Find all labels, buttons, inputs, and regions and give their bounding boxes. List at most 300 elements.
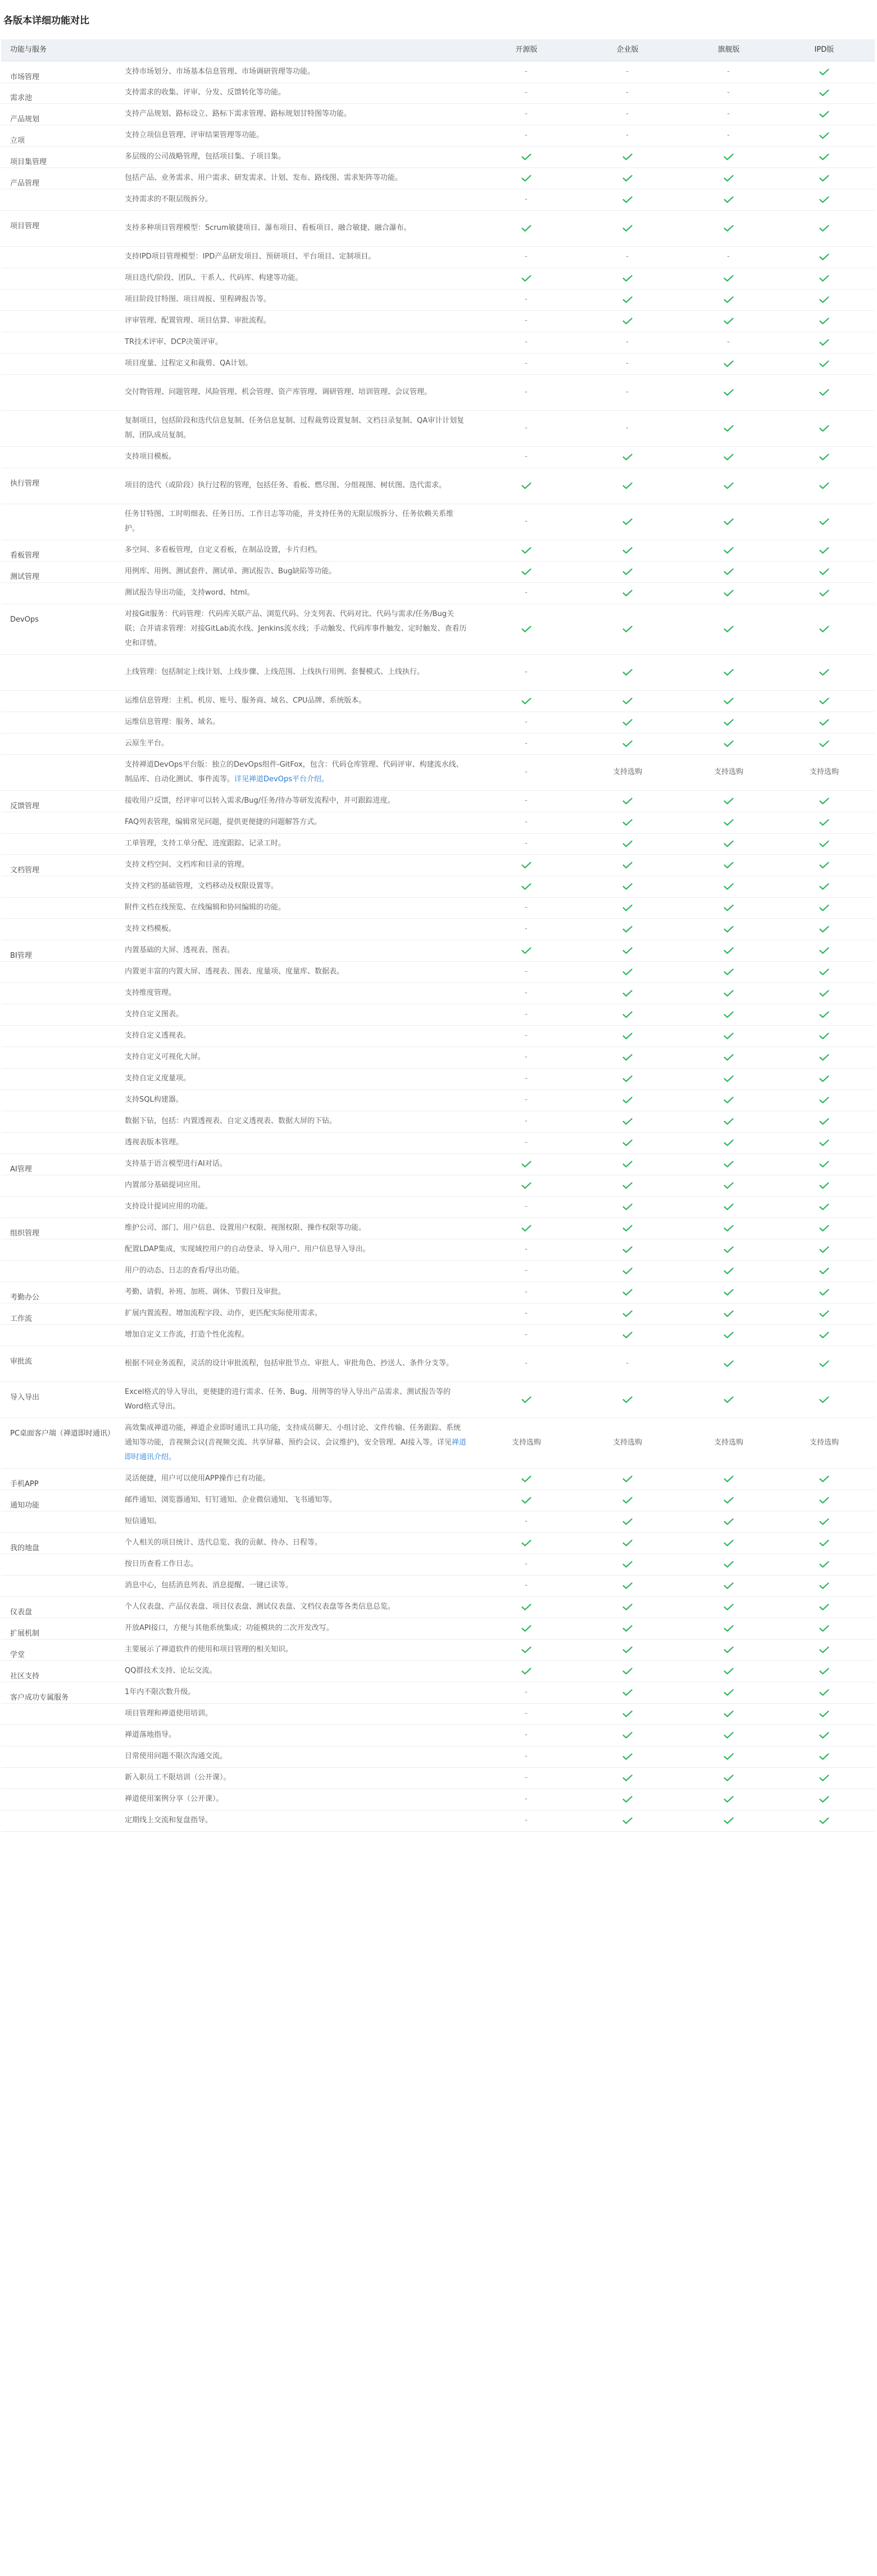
check-icon: [678, 1810, 779, 1831]
not-included-dash: -: [727, 67, 730, 76]
dash-icon: [476, 1260, 577, 1282]
row-description: [119, 833, 467, 854]
dash-icon: [476, 310, 577, 332]
row-category: AI管理: [10, 1165, 32, 1174]
check-icon: [577, 1554, 678, 1575]
not-included-dash: -: [525, 110, 528, 118]
check-icon: [577, 310, 678, 332]
row-category: 反馈管理: [10, 802, 40, 811]
row-description-text: 个人仪表盘、产品仪表盘、项目仪表盘、测试仪表盘、文档仪表盘等各类信息总览。: [125, 1602, 396, 1611]
dash-icon: [476, 353, 577, 374]
check-icon: [774, 1511, 875, 1532]
dash-icon: [476, 1004, 577, 1025]
table-row: [1, 812, 875, 834]
check-icon: [577, 983, 678, 1004]
row-category: [1, 582, 113, 604]
check-icon: [577, 940, 678, 961]
table-row: [1, 310, 875, 332]
check-icon: [678, 446, 779, 468]
table-row: [1, 289, 875, 311]
not-included-dash: -: [626, 110, 629, 118]
check-icon: [476, 1490, 577, 1511]
row-description: [119, 918, 467, 940]
not-included-dash: -: [525, 718, 528, 726]
check-icon: [774, 854, 875, 876]
table-row: [1, 1789, 875, 1810]
check-icon: [476, 1618, 577, 1639]
dash-icon: [577, 125, 678, 146]
dash-icon: [476, 1303, 577, 1324]
not-included-dash: -: [525, 796, 528, 805]
check-icon: [678, 1089, 779, 1111]
table-row: [1, 712, 875, 734]
check-icon: [678, 468, 779, 504]
table-row: [1, 468, 875, 504]
check-icon: [577, 582, 678, 604]
row-category: BI管理: [10, 952, 32, 960]
check-icon: [774, 1639, 875, 1660]
row-category: [1, 504, 113, 540]
not-included-dash: -: [525, 1560, 528, 1568]
row-category: [1, 268, 113, 289]
row-category: [1, 1047, 113, 1068]
row-category: 产品管理: [10, 179, 40, 188]
row-description-text: 支持产品规划、路标设立、路标下需求管理、路标规划甘特图等功能。: [125, 110, 352, 118]
check-icon: [476, 268, 577, 289]
check-icon: [774, 1239, 875, 1260]
not-included-dash: -: [727, 338, 730, 346]
matrix-header: [1, 39, 875, 61]
dash-icon: [476, 504, 577, 540]
row-description-text: 禅道使用案例分享（公开课）。: [125, 1795, 224, 1803]
row-description: [119, 468, 467, 504]
row-category: 项目管理: [10, 222, 40, 230]
row-category: 工作流: [10, 1315, 33, 1323]
table-row: [1, 1767, 875, 1789]
not-included-dash: -: [525, 1795, 528, 1803]
row-description-text: 项目管理和禅道使用培训。: [125, 1709, 213, 1718]
check-icon: [774, 1490, 875, 1511]
check-icon: [678, 268, 779, 289]
not-included-dash: -: [626, 388, 629, 396]
check-icon: [678, 1490, 779, 1511]
check-icon: [774, 1025, 875, 1047]
row-description: [119, 1089, 467, 1111]
row-category: [1, 374, 113, 410]
row-description: [119, 1532, 467, 1554]
check-icon: [476, 1596, 577, 1618]
table-row: [1, 1810, 875, 1832]
row-description-text: 任务甘特图、工时明细表、任务日历、工作日志等功能，并支持任务的无限层级拆分、任务依赖关系维护。: [125, 510, 454, 533]
not-included-dash: -: [525, 1309, 528, 1318]
check-icon: [577, 854, 678, 876]
not-included-dash: -: [525, 1359, 528, 1368]
check-icon: [774, 289, 875, 310]
row-description: [119, 790, 467, 812]
row-description: [119, 61, 467, 83]
check-icon: [774, 561, 875, 582]
not-included-dash: -: [525, 989, 528, 997]
table-row: [1, 1303, 875, 1325]
row-category: [1, 1810, 113, 1831]
table-row: [1, 854, 875, 876]
not-included-dash: -: [727, 110, 730, 118]
check-icon: [774, 1703, 875, 1724]
table-row: [1, 189, 875, 211]
check-icon: [774, 540, 875, 561]
row-description-text: 支持维度管理。: [125, 989, 176, 997]
check-icon: [577, 289, 678, 310]
dash-icon: [678, 125, 779, 146]
check-icon: [577, 189, 678, 210]
check-icon: [774, 812, 875, 833]
check-icon: [476, 1532, 577, 1554]
dash-icon: [476, 961, 577, 983]
row-category: PC桌面客户端（禅道即时通讯）: [10, 1429, 115, 1438]
row-description: [119, 446, 467, 468]
check-icon: [476, 604, 577, 654]
not-included-dash: -: [525, 1031, 528, 1040]
row-description: [119, 1260, 467, 1282]
not-included-dash: -: [525, 967, 528, 976]
table-row: [1, 1324, 875, 1346]
table-row: [1, 103, 875, 125]
not-included-dash: -: [525, 67, 528, 76]
not-included-dash: -: [525, 588, 528, 597]
check-icon: [678, 1532, 779, 1554]
check-icon: [476, 1468, 577, 1490]
check-icon: [774, 582, 875, 604]
row-description-text: 接收用户反馈，经评审可以转入需求/Bug/任务/待办等研发流程中，并可跟踪进度。: [125, 796, 395, 805]
check-icon: [577, 1025, 678, 1047]
row-description: [119, 1382, 467, 1418]
dash-icon: [577, 353, 678, 374]
page-title: 各版本详细功能对比: [3, 15, 89, 26]
check-icon: [577, 540, 678, 561]
row-description-text: 多空间、多看板管理，自定义看板，在制品设置，卡片归档。: [125, 546, 322, 554]
row-description-text: 1年内不限次数升级。: [125, 1688, 196, 1696]
check-icon: [774, 1324, 875, 1346]
row-description-text: QQ群技术支持、论坛交流。: [125, 1667, 217, 1675]
check-icon: [476, 1660, 577, 1682]
check-icon: [774, 1047, 875, 1068]
check-icon: [577, 1089, 678, 1111]
row-description: [119, 690, 467, 712]
row-description-text: 定期线上交流和复盘指导。: [125, 1816, 213, 1825]
check-icon: [774, 1618, 875, 1639]
check-icon: [678, 854, 779, 876]
check-icon: [678, 961, 779, 983]
row-category: [1, 812, 113, 833]
row-description: [119, 1468, 467, 1490]
table-row: [1, 1239, 875, 1261]
row-category: 组织管理: [10, 1229, 40, 1238]
dash-icon: [476, 1810, 577, 1831]
check-icon: [678, 1303, 779, 1324]
check-icon: [678, 604, 779, 654]
check-icon: [678, 876, 779, 897]
check-icon: [577, 1682, 678, 1703]
dash-icon: [577, 410, 678, 446]
not-included-dash: -: [525, 1773, 528, 1782]
check-icon: [476, 1217, 577, 1239]
dash-icon: [476, 812, 577, 833]
dash-icon: [476, 833, 577, 854]
row-category: [1, 897, 113, 918]
detail-link[interactable]: 禅道即时通讯介绍。: [125, 1438, 466, 1461]
row-category: [1, 712, 113, 733]
check-icon: [678, 733, 779, 754]
table-row: [1, 1047, 875, 1069]
check-icon: [774, 1810, 875, 1831]
row-description: [119, 1068, 467, 1089]
table-row: [1, 1196, 875, 1218]
table-row: [1, 1346, 875, 1382]
check-icon: [577, 1724, 678, 1746]
not-included-dash: -: [525, 424, 528, 432]
table-row: [1, 1025, 875, 1047]
row-category: [1, 876, 113, 897]
check-icon: [678, 374, 779, 410]
check-icon: [678, 146, 779, 167]
table-row: [1, 504, 875, 540]
edition-flagship-value: 支持选购: [714, 1438, 743, 1447]
check-icon: [774, 1554, 875, 1575]
table-row: [1, 876, 875, 898]
row-description-text: 支持自定义透视表。: [125, 1031, 191, 1040]
check-icon: [774, 790, 875, 812]
check-icon: [577, 604, 678, 654]
check-icon: [678, 1324, 779, 1346]
row-category: [1, 246, 113, 268]
check-icon: [678, 167, 779, 189]
check-icon: [774, 1724, 875, 1746]
row-description: [119, 1196, 467, 1217]
check-icon: [774, 983, 875, 1004]
row-description: [119, 1746, 467, 1767]
table-row: [1, 1511, 875, 1533]
check-icon: [678, 1703, 779, 1724]
check-icon: [774, 1746, 875, 1767]
not-included-dash: -: [525, 1517, 528, 1525]
check-icon: [774, 189, 875, 210]
not-included-dash: -: [525, 295, 528, 304]
check-icon: [577, 1575, 678, 1596]
edition-flagship-value: 支持选购: [714, 768, 743, 776]
table-row: [1, 1532, 875, 1554]
check-icon: [678, 189, 779, 210]
row-description-text: 运维信息管理：服务、域名。: [125, 718, 220, 726]
check-icon: [577, 1767, 678, 1789]
check-icon: [774, 918, 875, 940]
check-icon: [774, 1282, 875, 1303]
row-category: 导入导出: [10, 1393, 40, 1402]
row-description-text: 对接Git服务：代码管理：代码库关联产品、浏览代码、分支列表、代码对比、代码与需求/任务/Bug关联；合并请求管理：对接GitLab流水线、Jenkins流水线；手动触发、代码库事件触发、定时触发、查看历史和详情。: [125, 610, 467, 648]
check-icon: [577, 897, 678, 918]
row-description: [119, 1282, 467, 1303]
row-description-text: 主要展示了禅道软件的使用和项目管理的相关知识。: [125, 1645, 293, 1654]
table-row: [1, 1639, 875, 1661]
not-included-dash: -: [525, 903, 528, 912]
row-description-text: 复制项目，包括阶段和迭代信息复制、任务信息复制、过程裁剪设置复制、文档目录复制、QA审计计划复制、团队成员复制。: [125, 416, 465, 440]
check-icon: [577, 1490, 678, 1511]
row-category: [1, 1324, 113, 1346]
row-category: [1, 961, 113, 983]
dash-icon: [476, 1111, 577, 1132]
check-icon: [774, 353, 875, 374]
check-icon: [577, 1239, 678, 1260]
check-icon: [678, 983, 779, 1004]
check-icon: [678, 1153, 779, 1175]
table-row: [1, 1004, 875, 1026]
row-description-text: 内置基础的大屏、透视表、图表。: [125, 946, 235, 954]
row-category: [1, 1789, 113, 1810]
check-icon: [774, 310, 875, 332]
table-row: [1, 1175, 875, 1197]
check-icon: [577, 1789, 678, 1810]
row-category: [1, 1089, 113, 1111]
row-description: [119, 654, 467, 690]
check-icon: [678, 712, 779, 733]
check-icon: [774, 468, 875, 504]
check-icon: [678, 790, 779, 812]
dash-icon: [476, 1132, 577, 1153]
check-icon: [577, 918, 678, 940]
check-icon: [577, 504, 678, 540]
row-description: [119, 983, 467, 1004]
row-description-text: FAQ列表管理，编辑常见问题，提供更便捷的问题解答方式。: [125, 818, 322, 826]
row-description: [119, 812, 467, 833]
table-row: [1, 690, 875, 712]
check-icon: [774, 1175, 875, 1196]
check-icon: [476, 561, 577, 582]
check-icon: [577, 561, 678, 582]
check-icon: [678, 410, 779, 446]
check-icon: [678, 1260, 779, 1282]
dash-icon: [678, 82, 779, 103]
row-description-text: 透视表版本管理。: [125, 1138, 184, 1147]
check-icon: [577, 1532, 678, 1554]
check-icon: [577, 712, 678, 733]
check-icon: [678, 1132, 779, 1153]
row-category: [1, 1511, 113, 1532]
row-description-text: 按日历查看工作日志。: [125, 1560, 198, 1568]
check-icon: [577, 1324, 678, 1346]
check-icon: [577, 1196, 678, 1217]
row-description-text: 用户的动态、日志的查看/导出功能。: [125, 1266, 244, 1275]
not-included-dash: -: [626, 424, 629, 432]
dash-icon: [476, 103, 577, 125]
table-row: [1, 1068, 875, 1090]
not-included-dash: -: [525, 818, 528, 826]
row-description-text: 根据不同业务流程，灵活的设计审批流程，包括审批节点、审批人、审批角色、抄送人、条件分支等。: [125, 1359, 454, 1368]
dash-icon: [476, 1682, 577, 1703]
check-icon: [774, 61, 875, 83]
not-included-dash: -: [525, 668, 528, 676]
row-description: [119, 167, 467, 189]
row-category: 测试管理: [10, 573, 40, 581]
check-icon: [774, 1068, 875, 1089]
check-icon: [577, 833, 678, 854]
dash-icon: [476, 189, 577, 210]
dash-icon: [476, 918, 577, 940]
check-icon: [774, 654, 875, 690]
row-description: [119, 1810, 467, 1831]
check-icon: [476, 1153, 577, 1175]
check-icon: [577, 1153, 678, 1175]
row-description-text: 考勤、请假、补班、加班、调休、节假日及审批。: [125, 1288, 286, 1296]
row-description-text: 禅道落地指导。: [125, 1731, 176, 1739]
row-description: [119, 103, 467, 125]
check-icon: [678, 833, 779, 854]
not-included-dash: -: [525, 1709, 528, 1718]
check-icon: [577, 1068, 678, 1089]
row-description: [119, 189, 467, 210]
check-icon: [678, 1596, 779, 1618]
check-icon: [577, 1810, 678, 1831]
not-included-dash: -: [525, 768, 528, 776]
row-description: [119, 1660, 467, 1682]
dash-icon: [577, 374, 678, 410]
row-description-text: 支持需求的不限层级拆分。: [125, 195, 213, 203]
row-description-text: 支持文档空间、文档库和目录的管理。: [125, 861, 249, 869]
table-row: [1, 210, 875, 247]
check-icon: [476, 1382, 577, 1418]
check-icon: [774, 1089, 875, 1111]
table-row: [1, 332, 875, 354]
row-description: [119, 1025, 467, 1047]
not-included-dash: -: [525, 1688, 528, 1696]
row-description-text: 数据下钻，包括：内置透视表、自定义透视表、数据大屏的下钻。: [125, 1117, 337, 1125]
check-icon: [678, 1175, 779, 1196]
row-description: [119, 1324, 467, 1346]
dash-icon: [476, 1554, 577, 1575]
dash-icon: [476, 1746, 577, 1767]
check-icon: [678, 504, 779, 540]
not-included-dash: -: [525, 1074, 528, 1083]
check-icon: [577, 468, 678, 504]
edition-ipd-value: 支持选购: [809, 768, 839, 776]
check-icon: [678, 1618, 779, 1639]
dash-icon: [476, 712, 577, 733]
check-icon: [678, 918, 779, 940]
not-included-dash: -: [525, 452, 528, 461]
check-icon: [476, 167, 577, 189]
check-icon: [774, 146, 875, 167]
row-description-text: TR技术评审、DCP决策评审。: [125, 338, 222, 346]
check-icon: [774, 1153, 875, 1175]
row-description-text: 短信通知。: [125, 1517, 162, 1525]
dash-icon: [476, 410, 577, 446]
row-description: [119, 561, 467, 582]
detail-link[interactable]: 详见禅道DevOps平台介绍。: [234, 775, 329, 784]
check-icon: [577, 167, 678, 189]
check-icon: [678, 1639, 779, 1660]
check-icon: [774, 1217, 875, 1239]
edition-ipd-value: 支持选购: [809, 1438, 839, 1447]
check-icon: [577, 1596, 678, 1618]
check-icon: [774, 410, 875, 446]
row-description: [119, 353, 467, 374]
row-category: 客户成功专属服务: [10, 1694, 69, 1702]
dash-icon: [476, 1239, 577, 1260]
check-icon: [774, 446, 875, 468]
table-row: [1, 1746, 875, 1768]
not-included-dash: -: [727, 252, 730, 261]
header-edition-flagship: 旗舰版: [717, 46, 740, 54]
check-icon: [678, 1746, 779, 1767]
table-row: [1, 1660, 875, 1682]
